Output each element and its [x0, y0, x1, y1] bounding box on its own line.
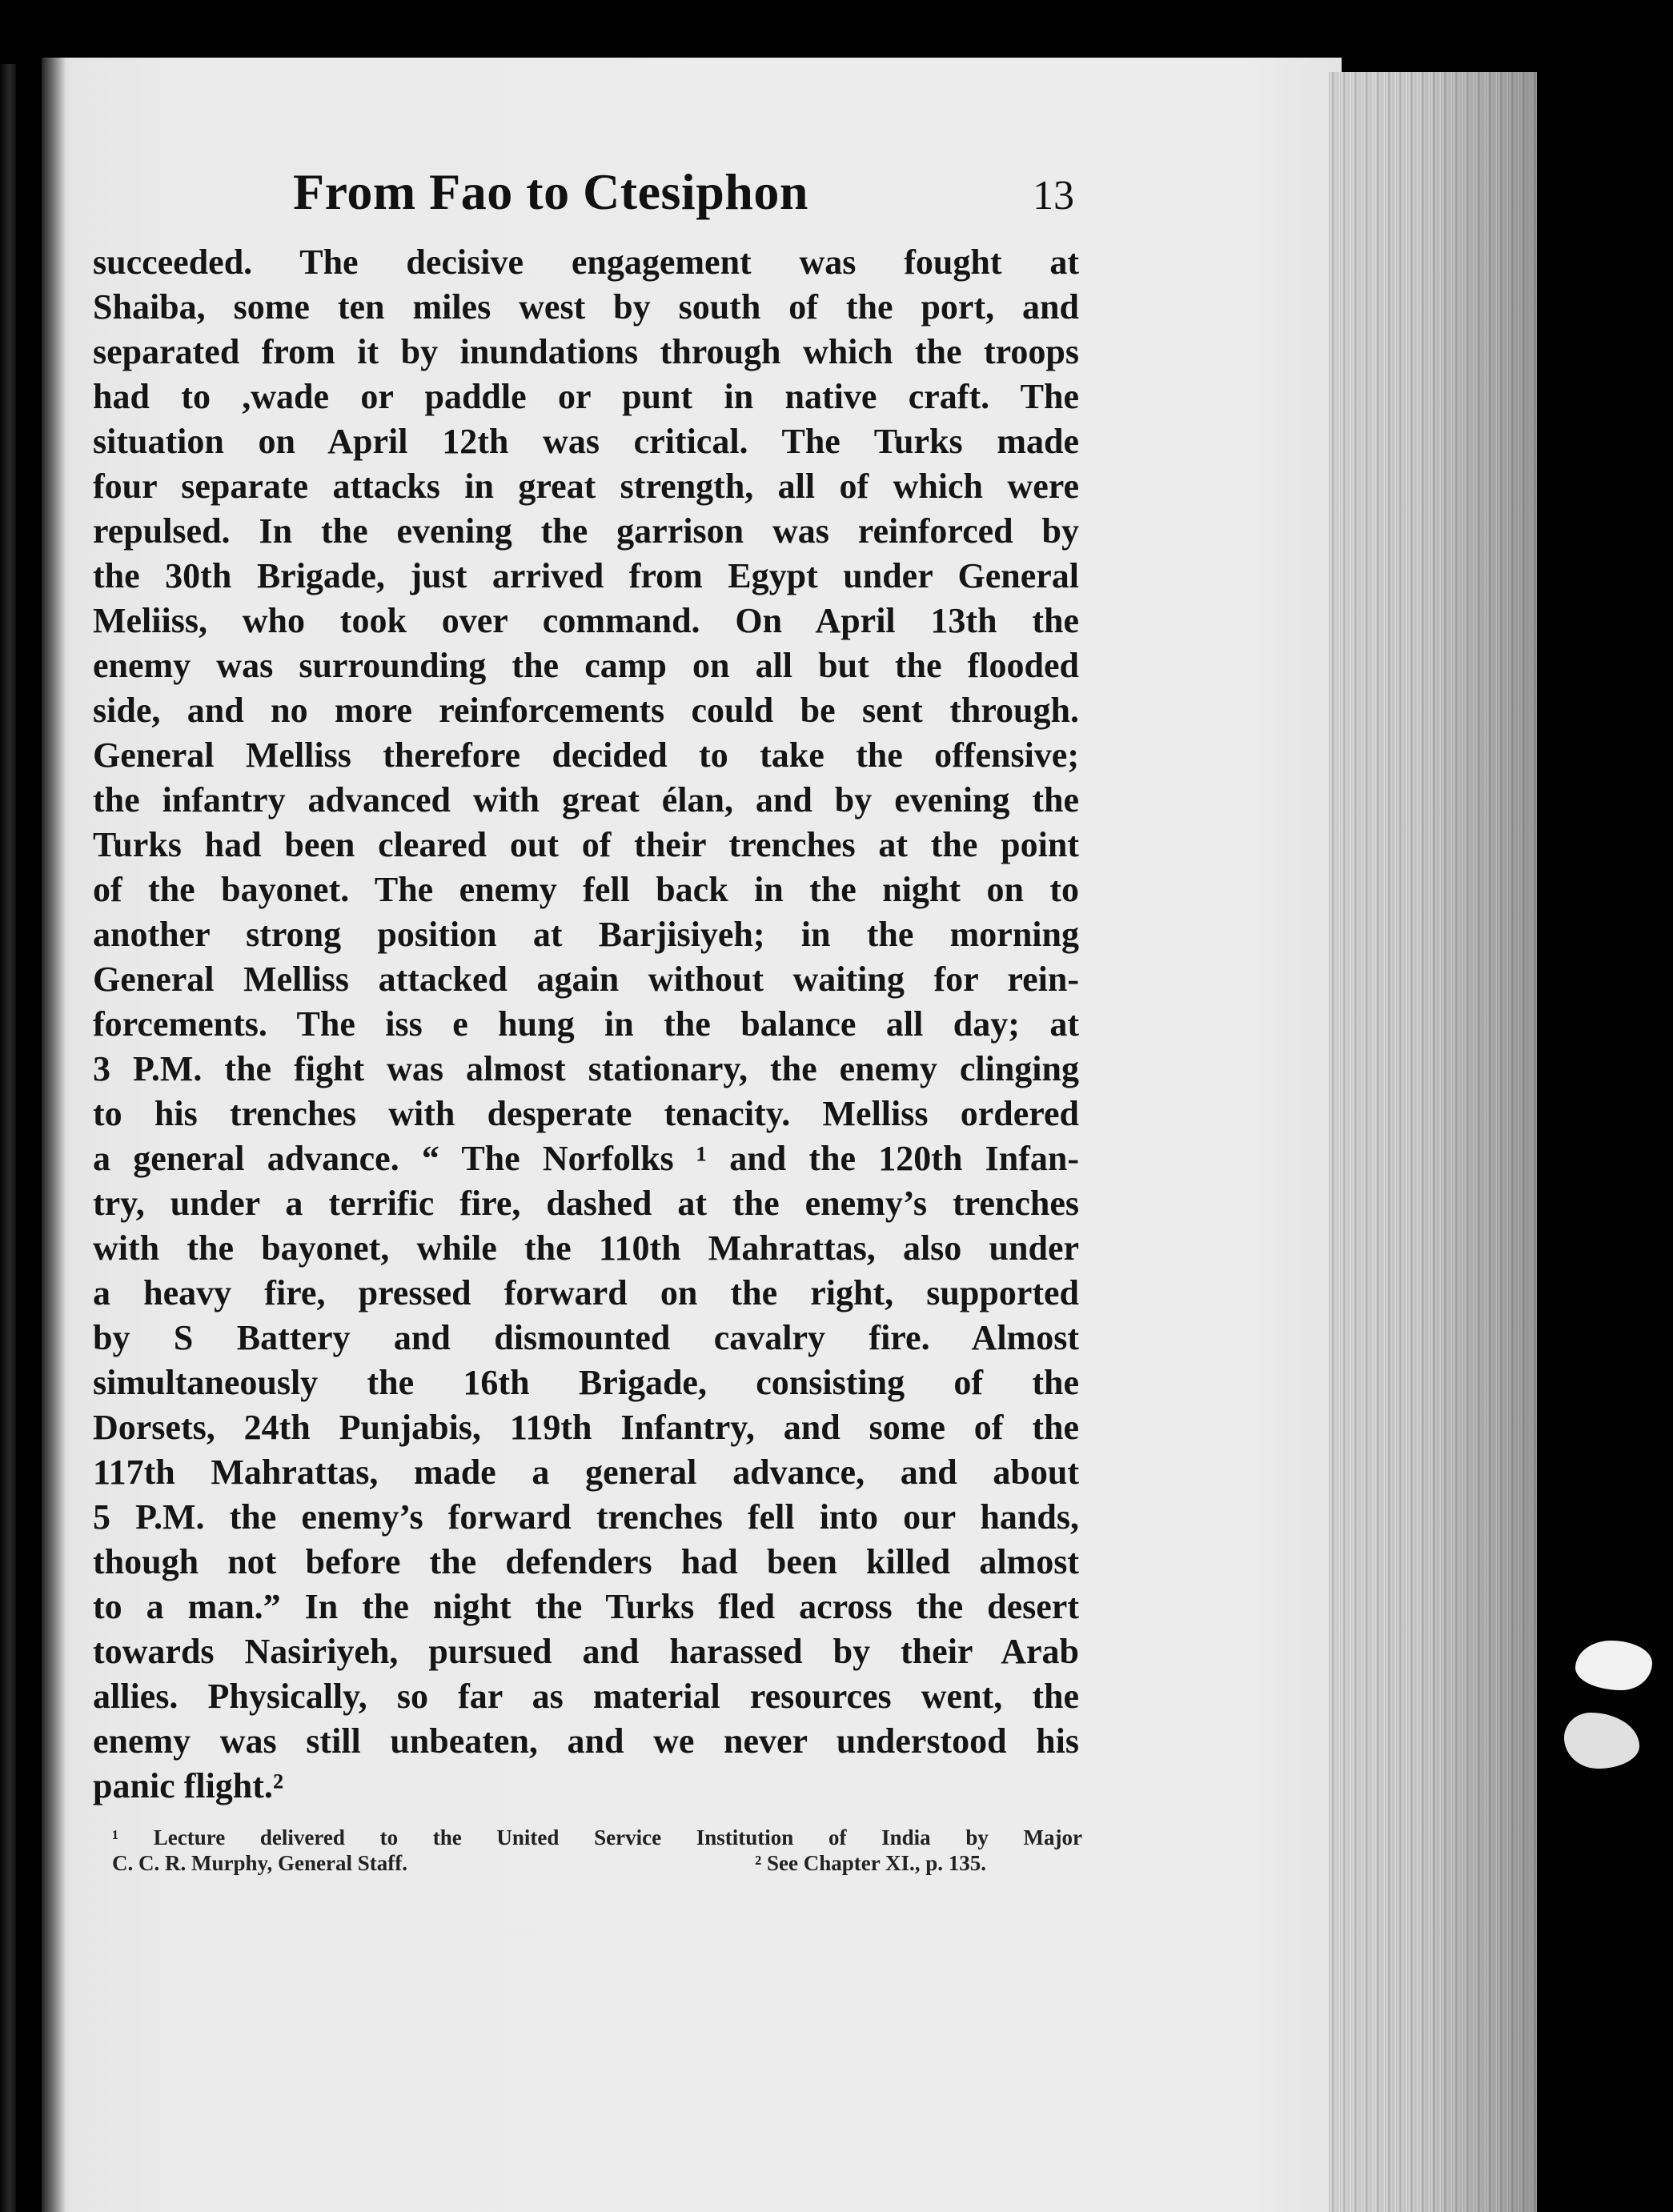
footnote-1: ¹ Lecture delivered to the United Service Institution of India by Major — [112, 1825, 1082, 1849]
text-line: a heavy fire, pressed forward on the right, supported — [93, 1273, 1079, 1312]
text-line: to his trenches with desperate tenacity. Melliss ordered — [93, 1094, 1079, 1133]
text-line: Meliiss, who took over command. On April 13th the — [93, 601, 1079, 640]
spine-shadow — [42, 58, 66, 2212]
footnote-1-continued: C. C. R. Murphy, General Staff. — [112, 1851, 407, 1875]
page-number: 13 — [1033, 173, 1074, 218]
text-line: towards Nasiriyeh, pursued and harassed by their Arab — [93, 1632, 1079, 1671]
text-line: repulsed. In the evening the garrison was reinforced by — [93, 511, 1079, 551]
text-line: forcements. The iss e hung in the balance all day; at — [93, 1004, 1079, 1044]
running-head — [0, 160, 1673, 232]
text-line: General Melliss therefore decided to take the offensive; — [93, 735, 1079, 775]
text-line: try, under a terrific fire, dashed at the enemy’s trenches — [93, 1184, 1079, 1223]
body-text — [93, 240, 1079, 1809]
footnotes — [112, 1825, 1082, 1876]
scan-left-edge — [0, 64, 16, 2212]
text-line: four separate attacks in great strength, all of which were — [93, 467, 1079, 506]
text-line: 5 P.M. the enemy’s forward trenches fell into our hands, — [93, 1497, 1079, 1537]
text-line: side, and no more reinforcements could be sent through. — [93, 691, 1079, 730]
footnote-row — [112, 1850, 1082, 1876]
text-line: to a man.” In the night the Turks fled across the desert — [93, 1587, 1079, 1626]
text-line: 3 P.M. the fight was almost stationary, the enemy clinging — [93, 1049, 1079, 1088]
running-title: From Fao to Ctesiphon — [293, 163, 808, 220]
text-line: Dorsets, 24th Punjabis, 119th Infantry, and some of the — [93, 1408, 1079, 1447]
text-line: allies. Physically, so far as material resources went, the — [93, 1677, 1079, 1716]
stacked-page-edges — [1329, 72, 1537, 2212]
text-line: with the bayonet, while the 110th Mahrattas, also under — [93, 1228, 1079, 1268]
text-line: enemy was still unbeaten, and we never understood his — [93, 1721, 1079, 1761]
text-line: situation on April 12th was critical. The Turks made — [93, 422, 1079, 461]
text-line: enemy was surrounding the camp on all but the flooded — [93, 646, 1079, 685]
text-line: simultaneously the 16th Brigade, consisting of the — [93, 1363, 1079, 1402]
text-line: though not before the defenders had been killed almost — [93, 1542, 1079, 1581]
footnote-2: ² See Chapter XI., p. 135. — [755, 1851, 986, 1875]
text-line: Shaiba, some ten miles west by south of the port, and — [93, 287, 1079, 327]
text-line: panic flight.² — [93, 1766, 284, 1805]
text-line: General Melliss attacked again without waiting for rein- — [93, 960, 1079, 999]
text-line: of the bayonet. The enemy fell back in the night on to — [93, 870, 1079, 909]
paper-tear-mark — [1575, 1641, 1652, 1690]
text-line: had to ,wade or paddle or punt in native craft. The — [93, 377, 1079, 416]
text-line: 117th Mahrattas, made a general advance, and about — [93, 1453, 1079, 1492]
paper-tear-mark — [1564, 1713, 1639, 1769]
text-line: Turks had been cleared out of their trenches at the point — [93, 825, 1079, 864]
text-line: by S Battery and dismounted cavalry fire. Almost — [93, 1318, 1079, 1357]
text-line: another strong position at Barjisiyeh; in the morning — [93, 915, 1079, 954]
text-line: a general advance. “ The Norfolks ¹ and the 120th Infan- — [93, 1139, 1079, 1178]
text-line: separated from it by inundations through which the troops — [93, 332, 1079, 371]
text-line: the infantry advanced with great élan, and by evening the — [93, 780, 1079, 819]
text-line: the 30th Brigade, just arrived from Egypt under General — [93, 556, 1079, 595]
text-line: succeeded. The decisive engagement was fought at — [93, 242, 1079, 282]
